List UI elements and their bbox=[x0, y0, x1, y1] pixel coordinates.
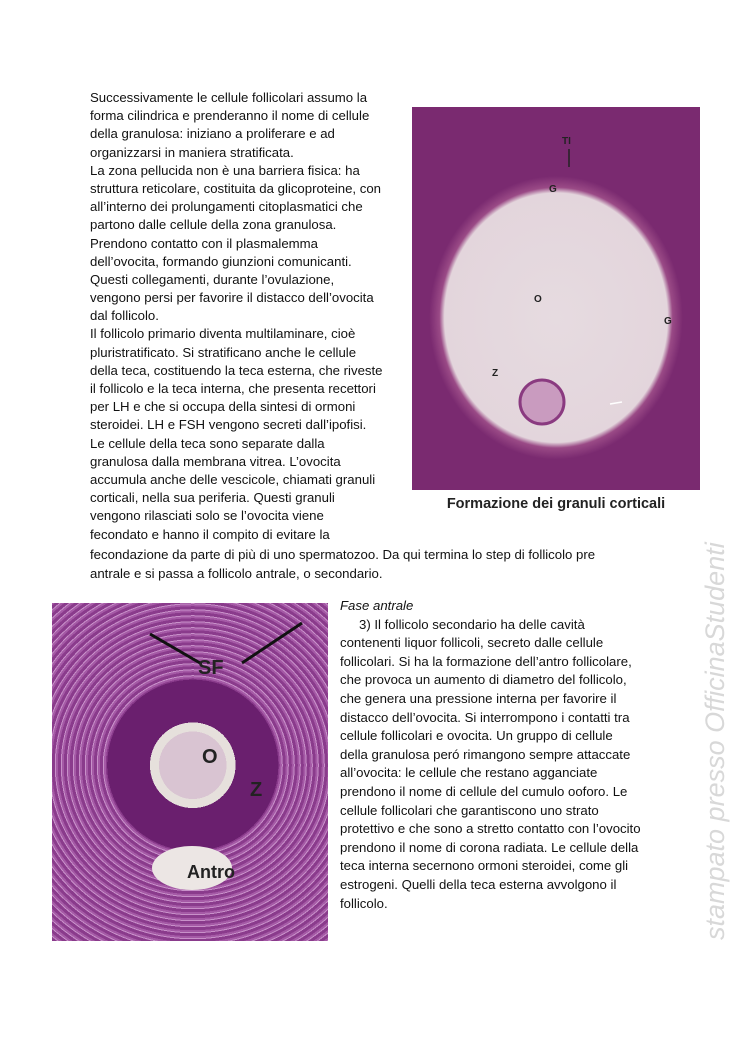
text-line: accumula anche delle vescicole, chiamati granuli bbox=[90, 471, 376, 487]
text-line: distacco dell’ovocita. Si interrompono i contatti tra bbox=[340, 709, 630, 725]
text-line: steroidei. LH e FSH vengono secreti dall’ipofisi. bbox=[90, 417, 367, 433]
text-line: fecondazione da parte di più di uno spermatozoo. Da qui termina lo step di follicolo pre bbox=[90, 547, 596, 562]
label-g-right: G bbox=[664, 316, 672, 327]
arrow-granule bbox=[610, 402, 622, 404]
figure-cortical-granules-micrograph bbox=[412, 107, 700, 490]
watermark: stampato presso OfficinaStudenti bbox=[700, 542, 730, 940]
text-line: Successivamente le cellule follicolari assumo la bbox=[90, 90, 368, 105]
text-line: il follicolo e la teca interna, che presenta recettori bbox=[90, 381, 376, 396]
oocyte-nucleus bbox=[520, 380, 564, 424]
paragraph-follicle-primary bbox=[90, 89, 383, 544]
text-line: La zona pellucida non è una barriera fisica: ha bbox=[90, 162, 360, 178]
text-line: dell’ovocita, formando giunzioni comunicanti. bbox=[90, 253, 352, 269]
text-line: all’ovocita: le cellule che restano agganciate bbox=[340, 765, 598, 781]
text-line: cellule follicolari che garantiscono uno strato bbox=[340, 802, 599, 818]
text-line: Il follicolo primario diventa multilaminare, cioè bbox=[90, 326, 356, 342]
text-line: forma cilindrica e prenderanno il nome di cellule bbox=[90, 108, 370, 124]
paragraph-follicle-antral-transition bbox=[90, 546, 595, 583]
text-line: contenenti liquor follicoli, secreto dalle cellule bbox=[340, 635, 604, 651]
text-line: granulosa dalla membrana vitrea. L’ovocita bbox=[90, 453, 341, 469]
text-line: estrogeni. Quelli della teca esterna avvolgono il bbox=[340, 876, 617, 892]
section-heading: Fase antrale bbox=[340, 598, 414, 613]
text-line: prendono il nome di cellule del cumulo ooforo. Le bbox=[340, 783, 628, 799]
text-line: vengono rilasciati solo se l’ovocita viene bbox=[90, 508, 324, 524]
label-z: Z bbox=[250, 779, 263, 801]
text-line: follicolari. Si ha la formazione dell’antro follicolare, bbox=[340, 653, 632, 669]
pointer-line-right bbox=[242, 623, 302, 663]
text-line: struttura reticolare, costituita da glicoproteine, con bbox=[90, 180, 382, 196]
section-fase-antrale bbox=[340, 597, 641, 913]
text-line: che provoca un aumento di diametro del follicolo, bbox=[340, 672, 627, 688]
text-line: pluristratificato. Si stratificano anche le cellule bbox=[90, 344, 357, 360]
label-ti: TI bbox=[562, 136, 571, 147]
label-o: O bbox=[534, 294, 542, 305]
text-line: della granulosa peró rimangono sempre attaccate bbox=[340, 746, 631, 762]
text-line: protettivo e che sono a stretto contatto con l’ovocito bbox=[340, 821, 641, 837]
text-line: cellule follicolari e ovocita. Un gruppo di cellule bbox=[340, 728, 613, 744]
text-line: all’interno dei prolungamenti citoplasmatici che bbox=[90, 199, 363, 215]
text-line: organizzarsi in maniera stratificata. bbox=[90, 144, 294, 160]
figure-caption: Formazione dei granuli corticali bbox=[446, 496, 666, 512]
label-o: O bbox=[202, 746, 218, 768]
text-line: dal follicolo. bbox=[90, 308, 159, 324]
text-line: per LH e che si occupa della sintesi di ormoni bbox=[90, 399, 356, 415]
text-line: che genera una pressione interna per favorire il bbox=[340, 690, 617, 706]
text-line: prendono il nome di corona radiata. Le cellule della bbox=[340, 839, 639, 855]
text-line: Le cellule della teca sono separate dalla bbox=[90, 435, 325, 451]
text-line: antrale e si passa a follicolo antrale, o secondario. bbox=[90, 565, 383, 581]
text-line: della granulosa: iniziano a proliferare e ad bbox=[90, 126, 335, 142]
text-line: fecondato e hanno il compito di evitare la bbox=[90, 526, 330, 542]
text-line: follicolo. bbox=[340, 895, 388, 911]
figure-antral-follicle-micrograph bbox=[52, 603, 328, 941]
text-line: teca interna secernono ormoni steroidei, come gli bbox=[340, 858, 629, 874]
text-line: vengono persi per favorire il distacco dell’ovocita bbox=[90, 290, 374, 306]
text-line: corticali, nella sua periferia. Questi granuli bbox=[90, 490, 335, 506]
label-g-top: G bbox=[549, 184, 557, 195]
label-z: Z bbox=[492, 368, 499, 379]
text-line: 3) Il follicolo secondario ha delle cavità bbox=[359, 616, 585, 632]
text-line: della teca, costituendo la teca esterna, che riveste bbox=[90, 362, 383, 378]
text-line: Prendono contatto con il plasmalemma bbox=[90, 235, 318, 251]
label-sf: SF bbox=[198, 657, 224, 679]
label-antro: Antro bbox=[187, 862, 235, 882]
pointer-line-left bbox=[150, 634, 200, 663]
text-line: Questi collegamenti, durante l’ovulazione, bbox=[90, 271, 335, 287]
text-line: partono dalle cellule della zona granulosa. bbox=[90, 217, 337, 233]
